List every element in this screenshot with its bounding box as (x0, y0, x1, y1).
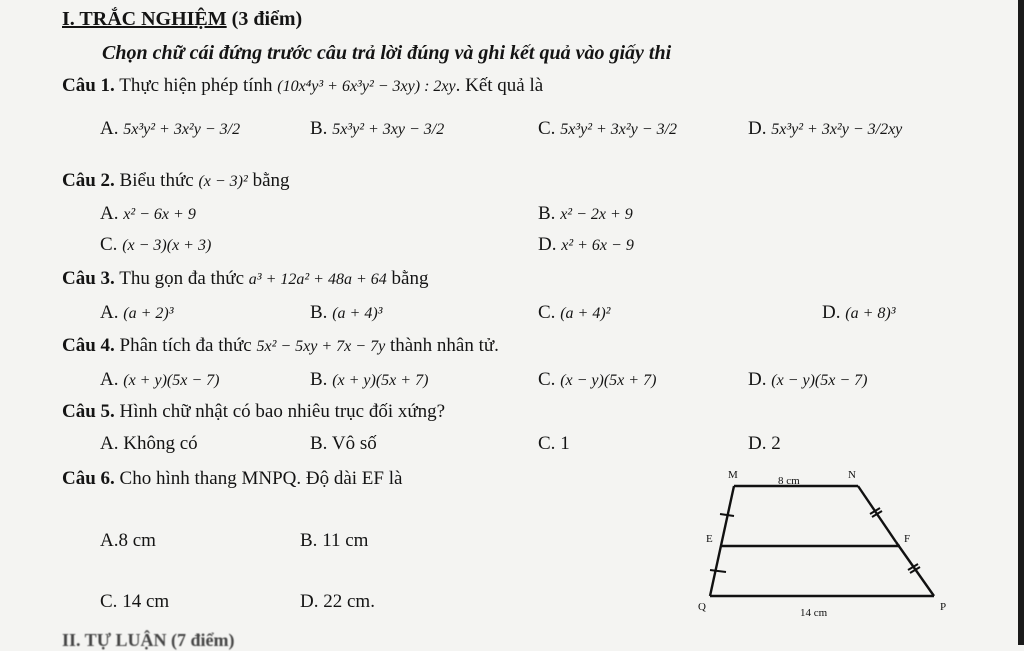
q3-option-a[interactable] (100, 302, 173, 324)
option-letter: C. (538, 433, 556, 454)
label-q: Q (698, 601, 706, 613)
option-letter: C. (538, 118, 556, 139)
option-letter: D. (748, 433, 767, 454)
trapezoid-figure (690, 462, 970, 624)
q2-option-b[interactable] (538, 203, 633, 225)
question-text: Hình chữ nhật có bao nhiêu trục đối xứng? (119, 401, 446, 422)
q6-option-a[interactable] (100, 530, 156, 552)
option-text: 2 (771, 433, 781, 454)
option-text: x² − 6x + 9 (123, 206, 196, 223)
question-5 (62, 401, 445, 423)
question-text: Cho hình thang MNPQ. Độ dài EF là (119, 468, 403, 489)
q1-option-d[interactable] (748, 118, 902, 140)
option-letter: D. (538, 234, 557, 255)
q3-option-b[interactable] (310, 302, 382, 324)
option-letter: D. (748, 369, 767, 390)
q4-option-a[interactable] (100, 369, 219, 391)
option-letter: B. (310, 433, 328, 454)
option-text: x² + 6x − 9 (561, 237, 634, 254)
option-text: (x + y)(5x + 7) (332, 372, 429, 389)
option-letter: B. (300, 530, 318, 551)
option-text: (x − y)(5x + 7) (560, 372, 657, 389)
section-heading (62, 8, 302, 31)
question-label: Câu 6. (62, 468, 115, 489)
q5-option-d[interactable] (748, 433, 781, 455)
question-label: Câu 4. (62, 335, 115, 356)
q5-option-a[interactable] (100, 433, 198, 455)
label-m: M (728, 469, 738, 481)
question-1 (62, 75, 543, 97)
option-text: x² − 2x + 9 (560, 206, 633, 223)
q3-option-d[interactable] (822, 302, 895, 324)
section-points: (3 điểm) (231, 8, 303, 30)
question-suffix: bằng (252, 170, 290, 191)
q4-option-d[interactable] (748, 369, 867, 391)
option-letter: A. (100, 433, 119, 454)
question-2 (62, 170, 290, 192)
option-text: (a + 8)³ (845, 305, 896, 322)
label-f: F (904, 533, 911, 545)
option-letter: C. (538, 302, 556, 323)
question-label: Câu 1. (62, 75, 115, 96)
q4-option-c[interactable] (538, 369, 656, 391)
option-text: 1 (560, 433, 570, 454)
option-letter: B. (538, 203, 556, 224)
question-label: Câu 2. (62, 170, 115, 191)
option-text: 22 cm. (323, 591, 375, 612)
q5-option-b[interactable] (310, 433, 377, 455)
option-text: Không có (123, 433, 198, 454)
option-letter: B. (310, 369, 328, 390)
option-letter: C. (100, 591, 118, 612)
question-suffix: thành nhân tử. (389, 335, 499, 356)
label-n: N (848, 469, 856, 481)
option-text: (x − y)(5x − 7) (771, 372, 868, 389)
side-mq (710, 486, 734, 596)
q2-option-c[interactable] (100, 234, 211, 256)
option-text: 5x³y² + 3x²y − 3/2 (123, 121, 241, 138)
label-bottom-length: 14 cm (800, 607, 828, 619)
question-suffix: . Kết quả là (455, 75, 544, 96)
q6-option-c[interactable] (100, 591, 169, 613)
instruction: Chọn chữ cái đứng trước câu trả lời đúng và ghi kết quả vào giấy thi (102, 42, 672, 64)
question-label: Câu 5. (62, 401, 115, 422)
option-letter: A. (100, 530, 119, 551)
option-text: (a + 4)² (560, 305, 611, 322)
question-expression: (x − 3)² (198, 173, 248, 190)
label-top-length: 8 cm (778, 475, 800, 487)
option-text: 5x³y² + 3xy − 3/2 (332, 121, 445, 138)
option-letter: C. (538, 369, 556, 390)
q1-option-a[interactable] (100, 118, 240, 140)
question-text: Biểu thức (119, 170, 194, 191)
question-expression: a³ + 12a² + 48a + 64 (248, 271, 387, 288)
question-label: Câu 3. (62, 268, 115, 289)
option-text: 14 cm (122, 591, 170, 612)
label-e: E (706, 533, 713, 545)
label-p: P (940, 601, 947, 613)
question-text: Phân tích đa thức (119, 335, 252, 356)
q6-option-d[interactable] (300, 591, 375, 613)
option-text: (a + 4)³ (332, 305, 383, 322)
section-2-title: II. TỰ LUẬN (7 điểm) (62, 630, 235, 650)
question-text: Thực hiện phép tính (119, 75, 273, 96)
option-text: (a + 2)³ (123, 305, 174, 322)
question-text: Thu gọn đa thức (119, 268, 245, 289)
option-text: 5x³y² + 3x²y − 3/2 (560, 121, 678, 138)
option-letter: B. (310, 302, 328, 323)
option-letter: A. (100, 118, 119, 139)
option-text: 5x³y² + 3x²y − 3/2xy (771, 121, 903, 138)
option-letter: A. (100, 203, 119, 224)
right-border (1018, 0, 1024, 645)
question-suffix: bằng (391, 268, 429, 289)
option-letter: C. (100, 234, 118, 255)
question-6 (62, 468, 402, 490)
q2-option-d[interactable] (538, 234, 634, 256)
q3-option-c[interactable] (538, 302, 610, 324)
q1-option-b[interactable] (310, 118, 444, 140)
q1-option-c[interactable] (538, 118, 677, 140)
option-text: Vô số (331, 433, 377, 454)
question-4 (62, 335, 499, 357)
option-letter: D. (822, 302, 841, 323)
question-expression: (10x⁴y³ + 6x³y² − 3xy) : 2xy (277, 78, 456, 95)
tick-eq (710, 570, 726, 572)
question-expression: 5x² − 5xy + 7x − 7y (256, 338, 386, 355)
option-letter: A. (100, 369, 119, 390)
option-letter: D. (748, 118, 767, 139)
q2-option-a[interactable] (100, 203, 196, 225)
option-text: (x + y)(5x − 7) (123, 372, 220, 389)
option-letter: A. (100, 302, 119, 323)
option-text: (x − 3)(x + 3) (122, 237, 212, 254)
q6-option-b[interactable] (300, 530, 368, 552)
section-title: I. TRẮC NGHIỆM (62, 8, 227, 30)
option-text: 8 cm (118, 530, 156, 551)
option-letter: B. (310, 118, 328, 139)
tick-me (720, 514, 734, 516)
q5-option-c[interactable] (538, 433, 570, 455)
option-text: 11 cm (322, 530, 369, 551)
question-3 (62, 268, 428, 290)
q4-option-b[interactable] (310, 369, 428, 391)
option-letter: D. (300, 591, 319, 612)
